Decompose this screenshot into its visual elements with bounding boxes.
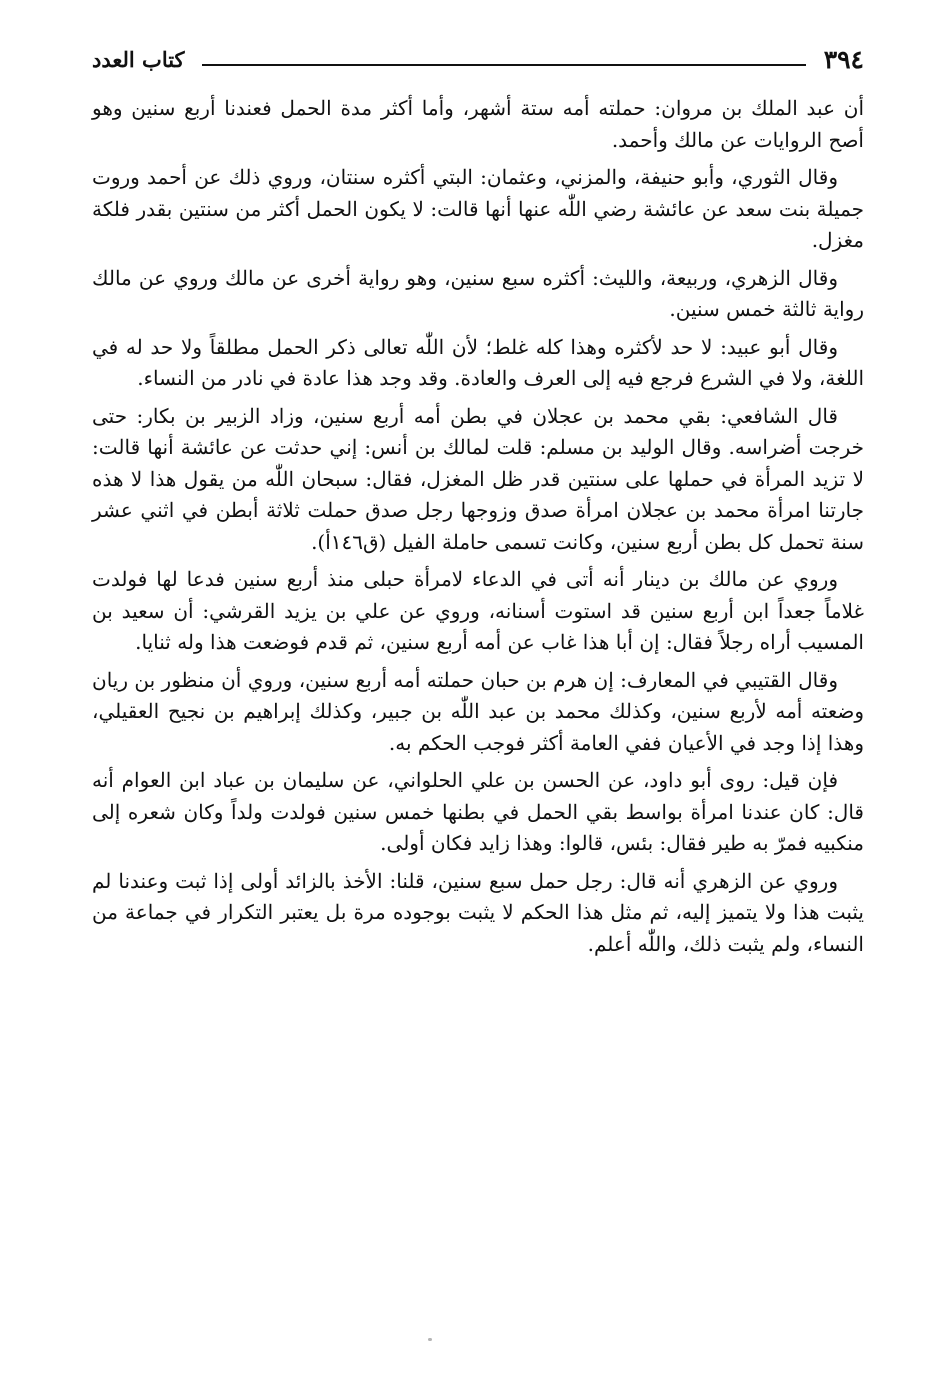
paragraph: وقال القتيبي في المعارف: إن هرم بن حبان حملته أمه أربع سنين، وروي أن منظور بن ريان وضعته أمه لأربع سنين، وكذلك محمد بن عبد اللّٰه بن جبير، وكذلك إبراهيم بن نجيح العقيلي، وهذا إذا وجد في الأعيان ففي العامة أكثر فوجب الحكم به. [92,667,864,755]
paragraph: وقال الزهري، وربيعة، والليث: أكثره سبع سنين، وهو رواية أخرى عن مالك وروي عن مالك رواية ثالثة خمس سنين. [92,265,864,321]
paragraph: قال الشافعي: بقي محمد بن عجلان في بطن أمه أربع سنين، وزاد الزبير بن بكار: حتى خرجت أضراسه. وقال الوليد بن مسلم: قلت لمالك بن أنس: إني حدثت عن عائشة أنها قالت: لا تزيد المرأة في حملها على سنتين قدر ظل المغزل، فقال: سبحان اللّٰه من يقول هذا لا هذه جارتنا امرأة محمد بن عجلان امرأة صدق وزوجها رجل صدق حملت ثلاثة أبطن في اثني عشر سنة تحمل كل بطن أربع سنين، وكانت تسمى حاملة الفيل (ق١٤٦أ). [92,403,864,554]
running-title: كتاب العدد [92,47,185,72]
paragraph: أن عبد الملك بن مروان: حملته أمه ستة أشهر، وأما أكثر مدة الحمل فعندنا أربع سنين وهو أصح الروايات عن مالك وأحمد. [92,96,864,152]
header-rule [202,64,806,66]
page-header [92,40,864,80]
page-number: ٣٩٤ [823,45,864,74]
body-text [92,93,864,966]
paragraph: فإن قيل: روى أبو داود، عن الحسن بن علي الحلواني، عن سليمان بن عباد ابن العوام أنه قال: كان عندنا امرأة بواسط بقي الحمل في بطنها خمس سنين فولدت ولداً وكان شعره إلى منكبيه فمرّ به طير فقال: بئس، قالوا: وهذا زايد فكان أولى. [92,768,864,855]
paragraph: وروي عن مالك بن دينار أنه أتى في الدعاء لامرأة حبلى منذ أربع سنين فدعا لها فولدت غلاماً جعداً ابن أربع سنين قد استوت أسنانه، وروي عن علي بن يزيد القرشي: أن سعيد بن المسيب أراه رجلاً فقال: إن أبا هذا غاب عن أمه أربع سنين، ثم قدم فوضعت هذا وله ثنايا. [92,567,864,654]
paragraph: وقال الثوري، وأبو حنيفة، والمزني، وعثمان: البتي أكثره سنتان، وروي ذلك عن أحمد وروت جميلة بنت سعد عن عائشة رضي اللّٰه عنها أنها قالت: لا يكون الحمل أكثر من سنتين بقدر فلكة مغزل. [92,165,864,252]
scan-speck [428,1338,432,1341]
paragraph: وروي عن الزهري أنه قال: رجل حمل سبع سنين، قلنا: الأخذ بالزائد أولى إذا ثبت وعندنا لم يثبت هذا ولا يتميز إليه، ثم مثل هذا الحكم لا يثبت بوجوده مرة بل يعتبر التكرار في جماعة من النساء، ولم يثبت ذلك، واللّٰه أعلم. [92,868,864,956]
paragraph: وقال أبو عبيد: لا حد لأكثره وهذا كله غلط؛ لأن اللّٰه تعالى ذكر الحمل مطلقاً ولا حد له في اللغة، ولا في الشرع فرجع فيه إلى العرف والعادة. وقد وجد هذا عادة في نادر من النساء. [92,334,864,390]
